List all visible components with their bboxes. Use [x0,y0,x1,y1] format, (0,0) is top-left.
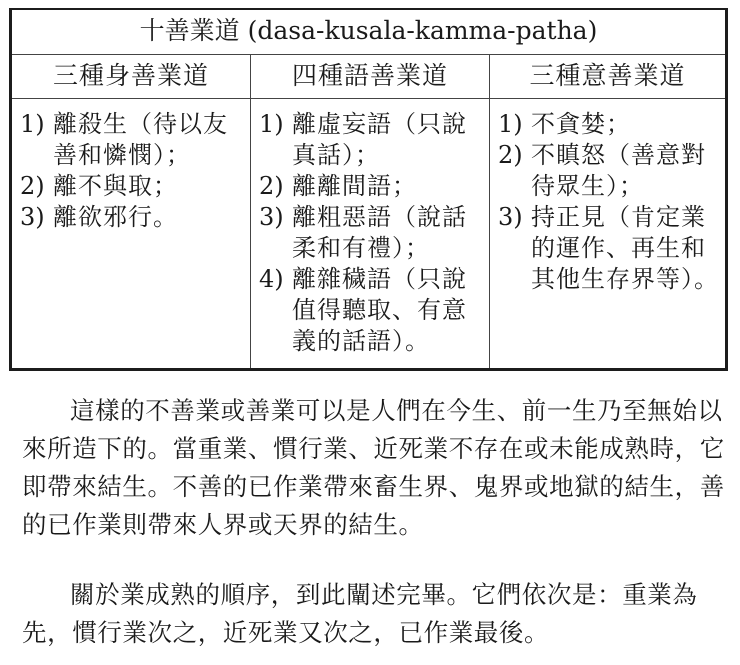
ten-wholesome-courses-table [9,8,728,371]
item-text: 不瞋怒（善意對待眾生）； [531,141,706,200]
item-list [259,109,483,357]
header-cell-mind [490,55,725,98]
item-number: 1) [20,110,45,138]
item-text: 持正見（肯定業的運作、再生和其他生存界等）。 [531,203,719,293]
column-header: 三種意善業道 [529,61,686,90]
column-header: 三種身善業道 [52,61,209,90]
item-number: 1) [259,110,284,138]
item-number: 3) [259,203,284,231]
body-paragraph: 這樣的不善業或善業可以是人們在今生、前一生乃至無始以來所造下的。當重業、慣行業、近死業不存在或未能成熟時，它即帶來結生。不善的已作業帶來畜生界、鬼界或地獄的結生，善的已作業則帶來人界或天界的結生。 [22,396,725,539]
column-header: 四種語善業道 [291,61,448,90]
item-text: 離不與取； [53,172,178,200]
list-item [259,202,483,264]
list-item [259,109,483,171]
item-text: 離粗惡語（說話柔和有禮）； [292,203,467,262]
item-text: 不貪婪； [531,110,631,138]
body-cell-body [12,99,251,368]
list-item [498,202,719,295]
item-text: 離雜穢語（只說值得聽取、有意義的話語）。 [292,265,467,355]
table-title-row [12,10,725,55]
item-number: 1) [498,110,523,138]
header-cell-speech [251,55,490,98]
list-item [498,140,719,202]
item-text: 離欲邪行。 [53,203,178,231]
item-number: 3) [498,203,523,231]
item-number: 2) [498,141,523,169]
item-text: 離離間語； [292,172,417,200]
item-list [20,109,244,233]
list-item [259,264,483,357]
list-item [20,109,244,171]
item-number: 2) [259,172,284,200]
item-text: 離殺生（待以友善和憐憫）； [53,110,228,169]
table-title: 十善業道 (dasa-kusala-kamma-patha) [139,16,598,45]
table-header-row [12,55,725,99]
list-item [498,109,719,140]
item-list [498,109,719,295]
body-cell-speech [251,99,490,368]
body-cell-mind [490,99,725,368]
body-paragraph: 關於業成熟的順序，到此闡述完畢。它們依次是：重業為先，慣行業次之，近死業又次之，已作業最後。 [22,580,698,647]
item-number: 2) [20,172,45,200]
list-item [20,202,244,233]
item-number: 3) [20,203,45,231]
table-body-row [12,99,725,368]
item-number: 4) [259,265,284,293]
header-cell-body [12,55,251,98]
list-item [20,171,244,202]
item-text: 離虛妄語（只說真話）； [292,110,467,169]
list-item [259,171,483,202]
